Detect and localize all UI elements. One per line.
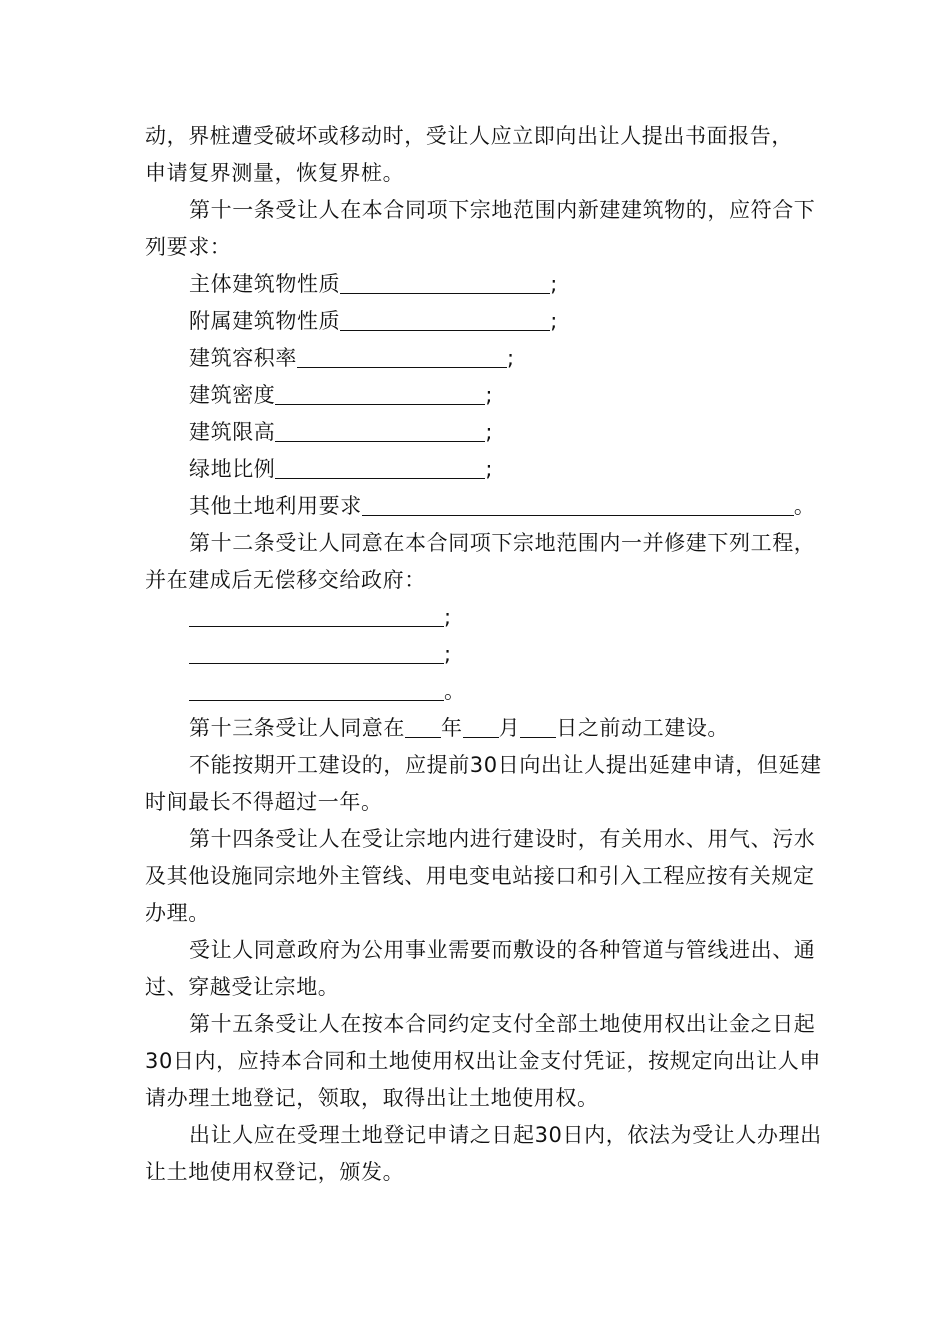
delay-clause: 不能按期开工建设的，应提前30日向出让人提出延建申请，但延建时间最长不得超过一年。 — [145, 753, 822, 814]
field-label: 其他土地利用要求 — [189, 494, 362, 518]
semicolon: ; — [444, 605, 452, 629]
field-label: 附属建筑物性质 — [189, 309, 341, 333]
registration-clause: 出让人应在受理土地登记申请之日起30日内，依法为受让人办理出让土地使用权登记，颁发。 — [145, 1123, 822, 1184]
field-label: 建筑容积率 — [189, 346, 297, 370]
fill-blank — [189, 641, 444, 664]
fill-blank — [340, 308, 550, 331]
public-utility-clause: 受让人同意政府为公用事业需要而敷设的各种管道与管线进出、通过、穿越受让宗地。 — [145, 938, 816, 999]
semicolon: ; — [550, 309, 558, 333]
requirement-density — [145, 377, 825, 414]
requirement-floor-area-ratio — [145, 340, 825, 377]
fill-blank — [362, 493, 794, 516]
article-11: 第十一条受让人在本合同项下宗地范围内新建建筑物的，应符合下列要求： — [145, 198, 816, 259]
text-line: 动，界桩遭受破坏或移动时，受让人应立即向出让人提出书面报告， — [145, 124, 793, 148]
semicolon: ; — [444, 642, 452, 666]
semicolon: ; — [507, 346, 515, 370]
fill-blank — [189, 604, 444, 627]
day-blank — [520, 715, 556, 738]
document-body — [145, 118, 825, 1191]
requirement-green-ratio — [145, 451, 825, 488]
fill-blank — [275, 456, 485, 479]
paragraph-continued — [145, 118, 825, 192]
field-label: 绿地比例 — [189, 457, 276, 481]
requirement-other — [145, 488, 825, 525]
fill-blank — [340, 271, 550, 294]
year-label: 年 — [441, 716, 463, 740]
field-label: 建筑限高 — [189, 420, 276, 444]
text: 第十三条受让人同意在 — [189, 716, 405, 740]
article-14: 第十四条受让人在受让宗地内进行建设时，有关用水、用气、污水及其他设施同宗地外主管线、用电变电站接口和引入工程应按有关规定办理。 — [145, 827, 816, 925]
project-line — [145, 673, 825, 710]
requirement-height-limit — [145, 414, 825, 451]
semicolon: ; — [550, 272, 558, 296]
semicolon: ; — [485, 457, 494, 481]
month-blank — [463, 715, 499, 738]
period: 。 — [444, 679, 466, 703]
semicolon: ; — [485, 383, 494, 407]
day-text: 日之前动工建设。 — [556, 716, 730, 740]
field-label: 建筑密度 — [189, 383, 276, 407]
fill-blank — [275, 419, 485, 442]
text-line: 申请复界测量，恢复界桩。 — [145, 161, 405, 185]
fill-blank — [189, 678, 444, 701]
article-12: 第十二条受让人同意在本合同项下宗地范围内一并修建下列工程，并在建成后无偿移交给政府： — [145, 531, 816, 592]
period: 。 — [793, 494, 816, 518]
project-line — [145, 599, 825, 636]
requirement-attached-building — [145, 303, 825, 340]
fill-blank — [275, 382, 485, 405]
requirement-main-building — [145, 266, 825, 303]
fill-blank — [297, 345, 507, 368]
article-15: 第十五条受让人在按本合同约定支付全部土地使用权出让金之日起30日内，应持本合同和土地使用权出让金支付凭证，按规定向出让人申请办理土地登记，领取，取得出让土地使用权。 — [145, 1012, 821, 1110]
article-13 — [145, 710, 825, 747]
semicolon: ; — [485, 420, 494, 444]
month-label: 月 — [498, 716, 521, 740]
field-label: 主体建筑物性质 — [189, 272, 341, 296]
year-blank — [405, 715, 441, 738]
project-line — [145, 636, 825, 673]
